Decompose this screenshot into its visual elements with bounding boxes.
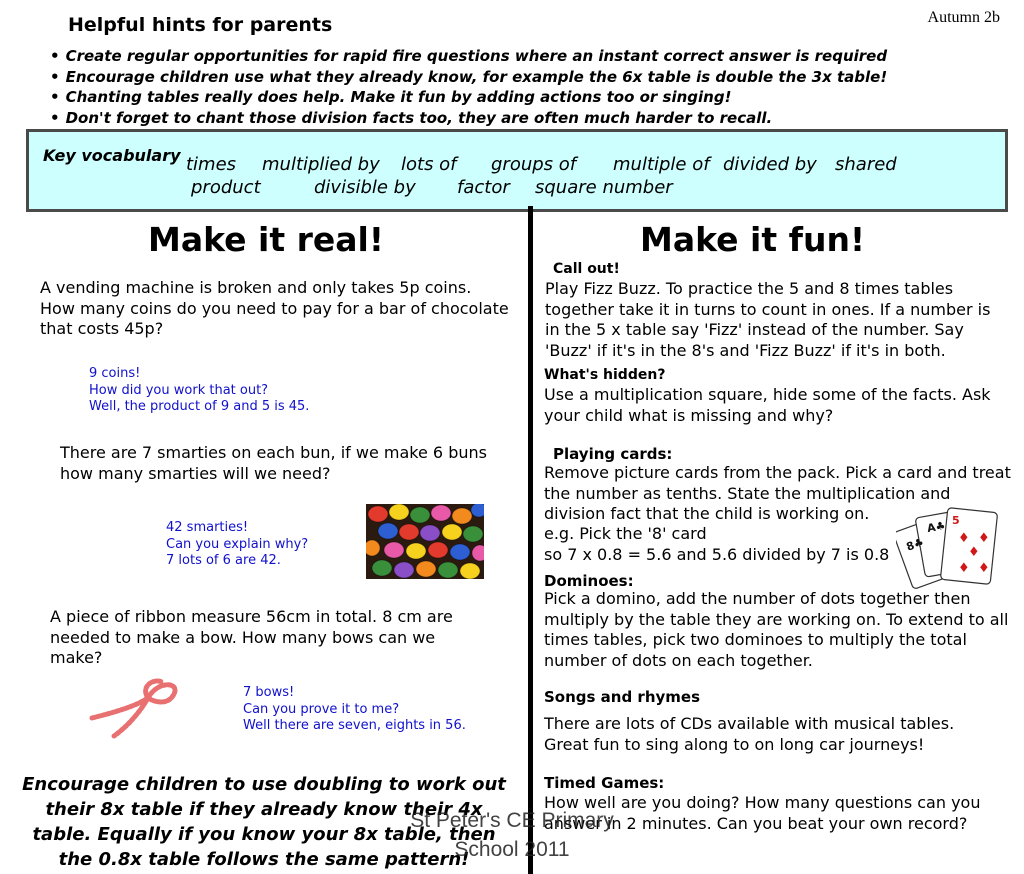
- vocab-word: square number: [535, 177, 673, 198]
- activity-example: e.g. Pick the '8' card: [544, 524, 707, 543]
- problem-answer: 9 coins! How did you work that out? Well, the product of 9 and 5 is 45.: [89, 366, 310, 414]
- activity-example: so 7 x 0.8 = 5.6 and 5.6 divided by 7 is 0.8: [544, 545, 890, 564]
- svg-text:A♣: A♣: [925, 519, 947, 536]
- problem-question: A vending machine is broken and only takes 5p coins. How many coins do you need to pay for a bar of chocolate that costs 45p?: [40, 278, 509, 338]
- vocab-word: shared: [835, 154, 897, 175]
- svg-text:5: 5: [952, 514, 960, 527]
- activity-title: Songs and rhymes: [544, 688, 701, 706]
- svg-text:♦: ♦: [978, 561, 990, 576]
- activity-title: Playing cards:: [553, 445, 673, 463]
- activity-title: Timed Games:: [544, 774, 665, 792]
- svg-text:♦: ♦: [978, 531, 990, 546]
- problem-question: A piece of ribbon measure 56cm in total. 8 cm are needed to make a bow. How many bows can we make?: [50, 607, 453, 667]
- hint-item: • Encourage children use what they already know, for example the 6x table is double the 3x table!: [50, 67, 1010, 88]
- playing-cards-image: [896, 506, 1006, 590]
- svg-text:♦: ♦: [968, 545, 980, 560]
- key-vocabulary-label: Key vocabulary: [43, 146, 181, 165]
- doubling-tip: Encourage children to use doubling to work out their 8x table if they already know their 4x table. Equally if you know your 8x table, then the 0.8x table follows the same pattern!: [22, 774, 506, 870]
- vocab-word: multiplied by: [262, 154, 380, 175]
- activity-text: Remove picture cards from the pack. Pick a card and treat the number as tenths. State the multiplication and division fact that the child is working on.: [544, 463, 1011, 523]
- problem-answer: 7 bows! Can you prove it to me? Well there are seven, eights in 56.: [243, 685, 466, 733]
- activity-text: How well are you doing? How many questions can you answer in 2 minutes. Can you beat your own record?: [544, 793, 981, 833]
- activity-title: Dominoes:: [544, 572, 634, 590]
- activity-text: Play Fizz Buzz. To practice the 5 and 8 times tables together take it in turns to count in ones. If a number is in the 5 x table say 'Fizz' instead of the number. Say 'Buzz' if it's in the 8's and 'Fizz Buzz' if it's in both.: [545, 279, 991, 360]
- svg-text:♦: ♦: [958, 561, 970, 576]
- vocab-word: lots of: [401, 154, 457, 175]
- hints-title: Helpful hints for parents: [68, 14, 333, 36]
- school-footer: St Peter's CE Primary School 2011: [410, 809, 614, 861]
- problem-answer: 42 smarties! Can you explain why? 7 lots of 6 are 42.: [166, 520, 309, 568]
- vocab-word: multiple of: [613, 154, 710, 175]
- vocab-word: groups of: [491, 154, 577, 175]
- activity-title: Call out!: [553, 261, 620, 277]
- activity-text: Pick a domino, add the number of dots together then multiply by the table they are working on. To extend to all times tables, pick two dominoes to multiply the total number of dots on each together.: [544, 589, 1009, 670]
- vocab-word: factor: [457, 177, 510, 198]
- activity-title: What's hidden?: [544, 367, 666, 383]
- vocab-word: divided by: [723, 154, 817, 175]
- make-it-fun-heading: Make it fun!: [640, 220, 866, 259]
- key-vocabulary-box: [26, 129, 1008, 212]
- term-label: Autumn 2b: [927, 9, 1000, 26]
- hint-item: • Don't forget to chant those division facts too, they are often much harder to recall.: [50, 108, 1010, 129]
- make-it-real-heading: Make it real!: [148, 220, 384, 259]
- activity-text: There are lots of CDs available with musical tables. Great fun to sing along to on long car journeys!: [544, 714, 955, 754]
- ribbon-bow-image: [88, 674, 183, 740]
- vocab-word: divisible by: [314, 177, 416, 198]
- smarties-image: [366, 504, 484, 579]
- problem-question: There are 7 smarties on each bun, if we make 6 buns how many smarties will we need?: [60, 443, 487, 483]
- svg-text:♦: ♦: [958, 531, 970, 546]
- column-divider: [528, 206, 533, 874]
- hint-item: • Chanting tables really does help. Make it fun by adding actions too or singing!: [50, 87, 1010, 108]
- vocab-word: product: [191, 177, 261, 198]
- vocab-word: times: [186, 154, 237, 175]
- hints-list: [50, 46, 1010, 128]
- svg-text:8♣: 8♣: [904, 535, 926, 554]
- activity-text: Use a multiplication square, hide some of the facts. Ask your child what is missing and why?: [544, 385, 991, 425]
- hint-item: • Create regular opportunities for rapid fire questions where an instant correct answer is required: [50, 46, 1010, 67]
